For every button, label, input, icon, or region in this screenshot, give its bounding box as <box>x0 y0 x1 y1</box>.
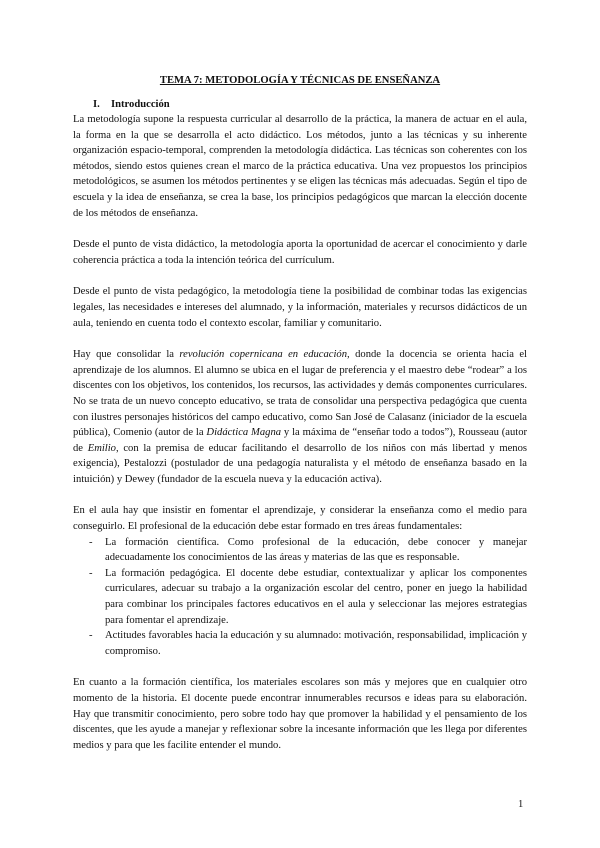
section-number: I. <box>93 99 100 110</box>
training-areas-list <box>73 535 527 660</box>
list-item <box>73 566 527 628</box>
emphasis-didactica-magna: Didáctica Magna <box>206 427 282 439</box>
list-dash: - <box>89 630 93 642</box>
list-item-text: La formación pedagógica. El docente debe estudiar, contextualizar y aplicar los componentes curriculares, adecuar su trabajo a la organización escolar del centro, poner en juego la habilidad para combinar los principales factores educativos en el aula y seleccionar las mejores estrategias para fomentar el aprendizaje. <box>105 567 527 626</box>
emphasis-revolucion: revolución copernicana en educación, <box>179 349 350 361</box>
list-dash: - <box>89 567 93 579</box>
text-segment: y la máxima de “enseñar todo a todos”), Rousseau (autor de <box>73 427 528 454</box>
list-item <box>73 535 527 566</box>
section-title: Introducción <box>111 99 170 110</box>
emphasis-emilio: Emilio <box>87 442 116 454</box>
paragraph-scientific: En cuanto a la formación científica, los materiales escolares son más y mejores que en cualquier otro momento de la historia. El docente puede encontrar innumerables recursos e ideas para su elaboración. Hay que transmitir conocimiento, pero sobre todo hay que promover la habilidad y el pensamiento de los discentes, que les ayude a manejar y reflexionar sobre la incesante información que les llega por diferentes medios y para que les facilite entender el mundo. <box>73 677 527 751</box>
list-item <box>73 628 527 659</box>
paragraph-didactic: Desde el punto de vista didáctico, la metodología aporta la oportunidad de acercar el conocimiento y darle coherencia práctica a toda la intención teórica del currículum. <box>73 239 527 266</box>
text-segment: donde la docencia se orienta hacia el aprendizaje de los alumnos. El alumno se ubica en el lugar de preferencia y el maestro debe “rodear” a los discentes con los objetivos, los contenidos, los recursos, las actividades y demás componentes curriculares. No se trata de un nuevo concepto educativo, se trata de consolidar una perspectiva pedagógica que cuenta con ilustres personajes históricos del campo educativo, como San José de Calasanz (iniciador de la escuela pública), Comenio (autor de la <box>73 349 527 439</box>
paragraph-pedagogic: Desde el punto de vista pedagógico, la metodología tiene la posibilidad de combinar todas las exigencias legales, las necesidades e intereses del alumnado, y la información, materiales y recursos didácticos de un aula, teniendo en cuenta todo el contexto escolar, familiar y comunitario. <box>73 286 527 329</box>
section-heading <box>73 98 527 112</box>
list-item-text: La formación científica. Como profesional de la educación, debe conocer y manejar adecuadamente los conocimientos de las áreas y materias de las que es responsable. <box>105 536 527 564</box>
page-number: 1 <box>518 799 524 810</box>
document-body <box>73 74 527 769</box>
paragraph-intro: La metodología supone la respuesta curricular al desarrollo de la práctica, la manera de actuar en el aula, la forma en la que se desarrolla el acto didáctico. Los métodos, junto a las técnicas y su inherente organización espacio-temporal, comprenden la metodología didáctica. Las técnicas son coherentes con los métodos, siendo estos quienes crean el marco de la práctica educativa. Una vez propuestos los principios metodológicos, se asumen los métodos pertinentes y se eligen las técnicas más adecuadas. Según el tipo de escuela y la idea de enseñanza, se crea la base, los principios pedagógicos que marcan la elección docente de los métodos de enseñanza. <box>73 114 527 219</box>
paragraph-copernican <box>73 347 527 487</box>
paragraph-classroom: En el aula hay que insistir en fomentar el aprendizaje, y considerar la enseñanza como el medio para conseguirlo. El profesional de la educación debe estar formado en tres áreas fundamentales: <box>73 505 527 533</box>
list-item-text: Actitudes favorables hacia la educación y su alumnado: motivación, responsabilidad, implicación y compromiso. <box>105 630 527 657</box>
text-segment: Hay que consolidar la <box>73 349 180 361</box>
document-title: TEMA 7: METODOLOGÍA Y TÉCNICAS DE ENSEÑANZA <box>159 75 441 86</box>
list-dash: - <box>89 536 93 548</box>
text-segment: , con la premisa de educar facilitando el desarrollo de los niños con más libertad y menos exigencia), Pestalozzi (postulador de una pedagogía naturalista y el método de enseñanza basado en la intuición) y Dewey (fundador de la escuela nueva y la educación activa). <box>73 442 527 485</box>
